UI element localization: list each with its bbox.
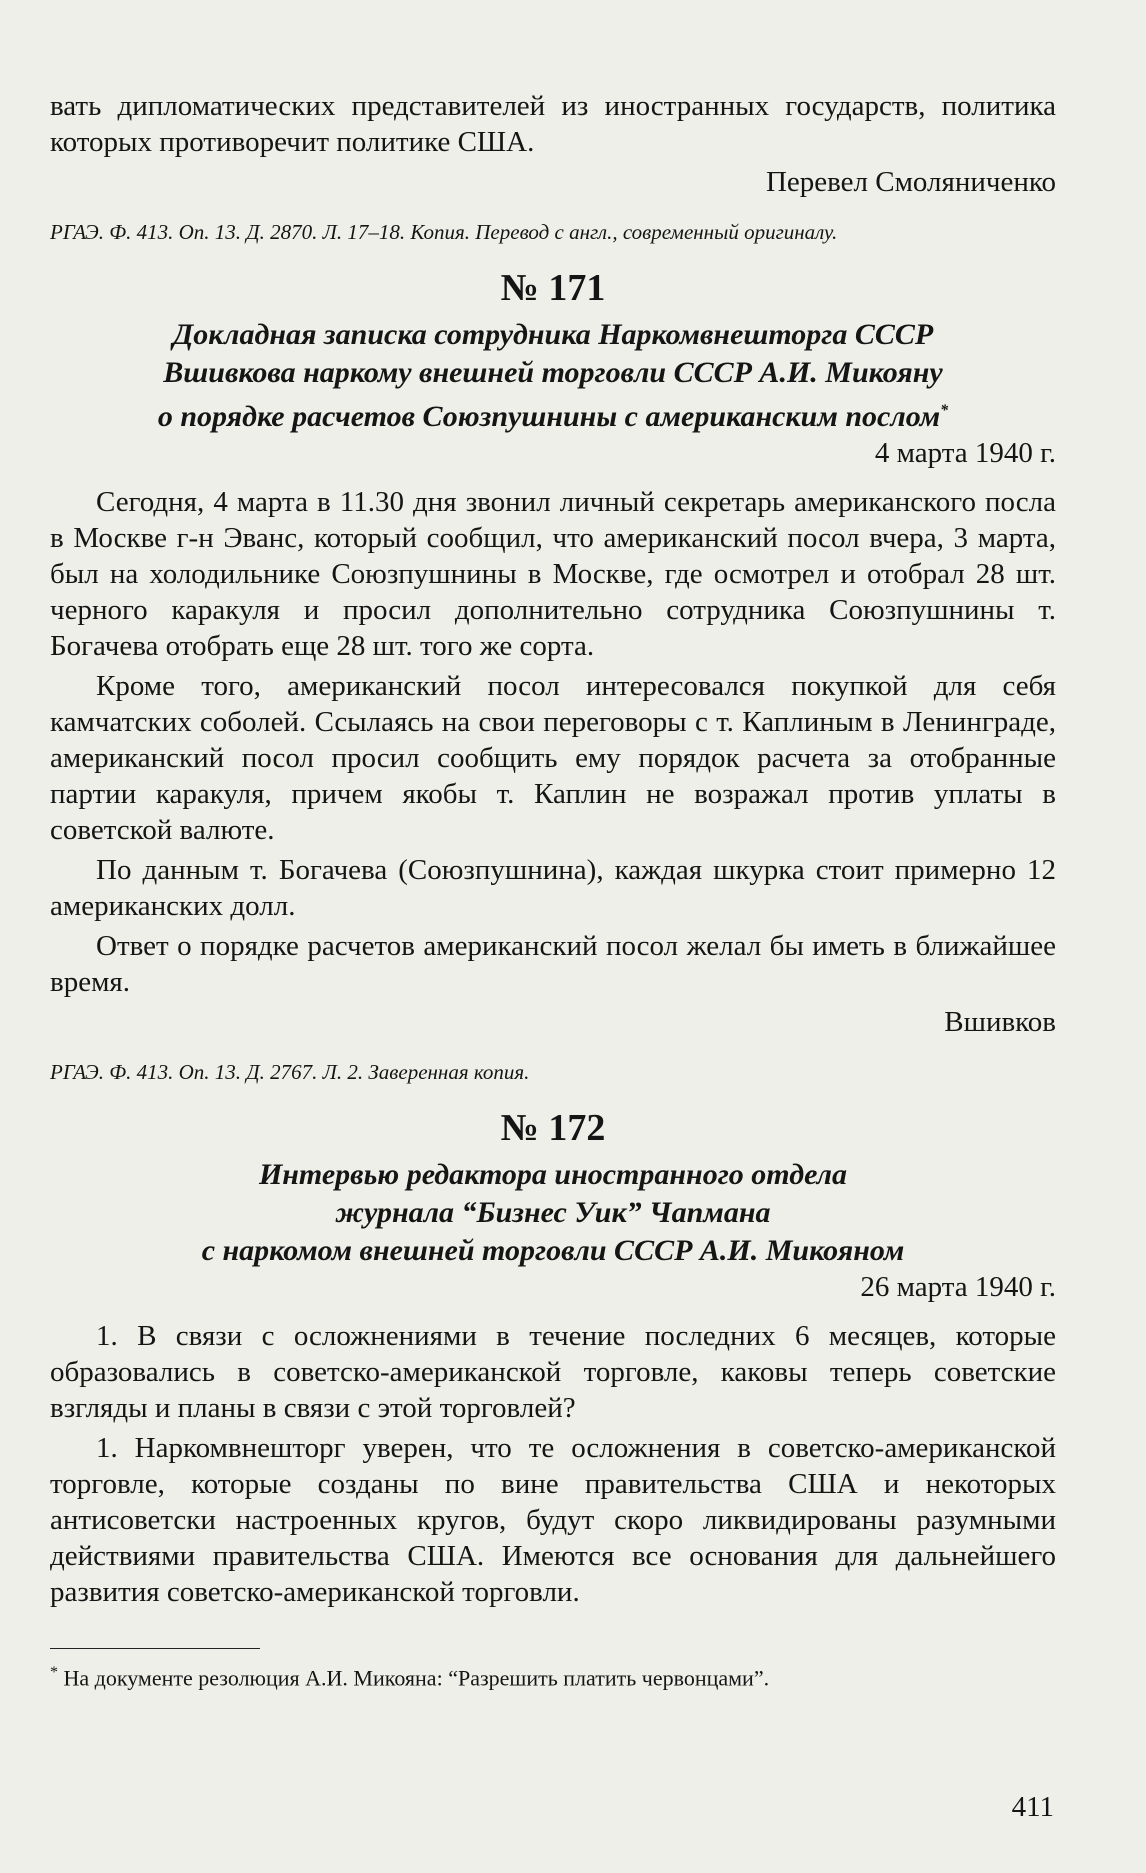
archive-reference-2: РГАЭ. Ф. 413. Оп. 13. Д. 2767. Л. 2. Заверенная копия. [50, 1060, 530, 1084]
interview-answer: 1. Наркомвнешторг уверен, что те осложнения в советско-американской торговле, которые созданы по вине правительства США и некоторых антисоветски настроенных кругов, будут скоро ликвидированы разумными действиями правительства США. Имеются все основания для дальнейшего развития советско-американской торговли. [50, 1432, 1056, 1608]
interview-question: 1. В связи с осложнениями в течение последних 6 месяцев, которые образовались в советско-американской торговле, каковы теперь советские взгляды и планы в связи с этой торговлей? [50, 1320, 1056, 1424]
title-line: Интервью редактора иностранного отдела [258, 1158, 848, 1191]
document-title-172 [50, 1156, 1056, 1270]
footnote [50, 1659, 1056, 1692]
footnote-marker: * [50, 1664, 58, 1681]
paragraph: Сегодня, 4 марта в 11.30 дня звонил личный секретарь американского посла в Москве г-н Эванс, который сообщил, что американский посол вчера, 3 марта, был на холодильнике Союзпушнины в Москве, где осмотрел и отобрал 28 шт. черного каракуля и просил дополнительно сотрудника Союзпушнины т. Богачева отобрать еще 28 шт. того же сорта. [50, 486, 1056, 662]
footnote-marker: * [940, 402, 949, 419]
title-line: с наркомом внешней торговли СССР А.И. Микояном [201, 1234, 905, 1267]
title-line: Вшивкова наркому внешней торговли СССР А.И. Микояну [163, 356, 943, 389]
document-number-172: № 172 [500, 1107, 606, 1149]
paragraph: Кроме того, американский посол интересовался покупкой для себя камчатских соболей. Ссылаясь на свои переговоры с т. Каплиным в Ленинграде, американский посол просил сообщить ему порядок расчета за отобранные партии каракуля, причем якобы т. Каплин не возражал против уплаты в советской валюте. [50, 670, 1056, 846]
paragraph: Ответ о порядке расчетов американский посол желал бы иметь в ближайшее время. [50, 930, 1056, 998]
paragraph: По данным т. Богачева (Союзпушнина), каждая шкурка стоит примерно 12 американских долл. [50, 854, 1056, 922]
page-number: 411 [1011, 1791, 1054, 1823]
document-date-171: 4 марта 1940 г. [874, 437, 1056, 469]
footnote-divider [50, 1648, 260, 1649]
title-line: Докладная записка сотрудника Наркомвнешторга СССР [172, 318, 934, 351]
translator-signature: Перевел Смоляниченко [765, 166, 1056, 198]
document-date-172: 26 марта 1940 г. [860, 1271, 1056, 1303]
title-line [50, 392, 1056, 436]
author-signature: Вшивков [944, 1006, 1056, 1038]
title-line-text: о порядке расчетов Союзпушнины с американским послом [157, 400, 941, 433]
title-line: журнала “Бизнес Уик” Чапмана [335, 1196, 771, 1229]
document-number-171: № 171 [500, 267, 606, 309]
footnote-text: На документе резолюция А.И. Микояна: “Разрешить платить червонцами”. [63, 1665, 770, 1691]
continuation-paragraph: вать дипломатических представителей из иностранных государств, политика которых противоречит политике США. [50, 90, 1056, 158]
document-title-171 [50, 316, 1056, 436]
archive-reference-1: РГАЭ. Ф. 413. Оп. 13. Д. 2870. Л. 17–18. Копия. Перевод с англ., современный оригиналу. [50, 220, 838, 244]
